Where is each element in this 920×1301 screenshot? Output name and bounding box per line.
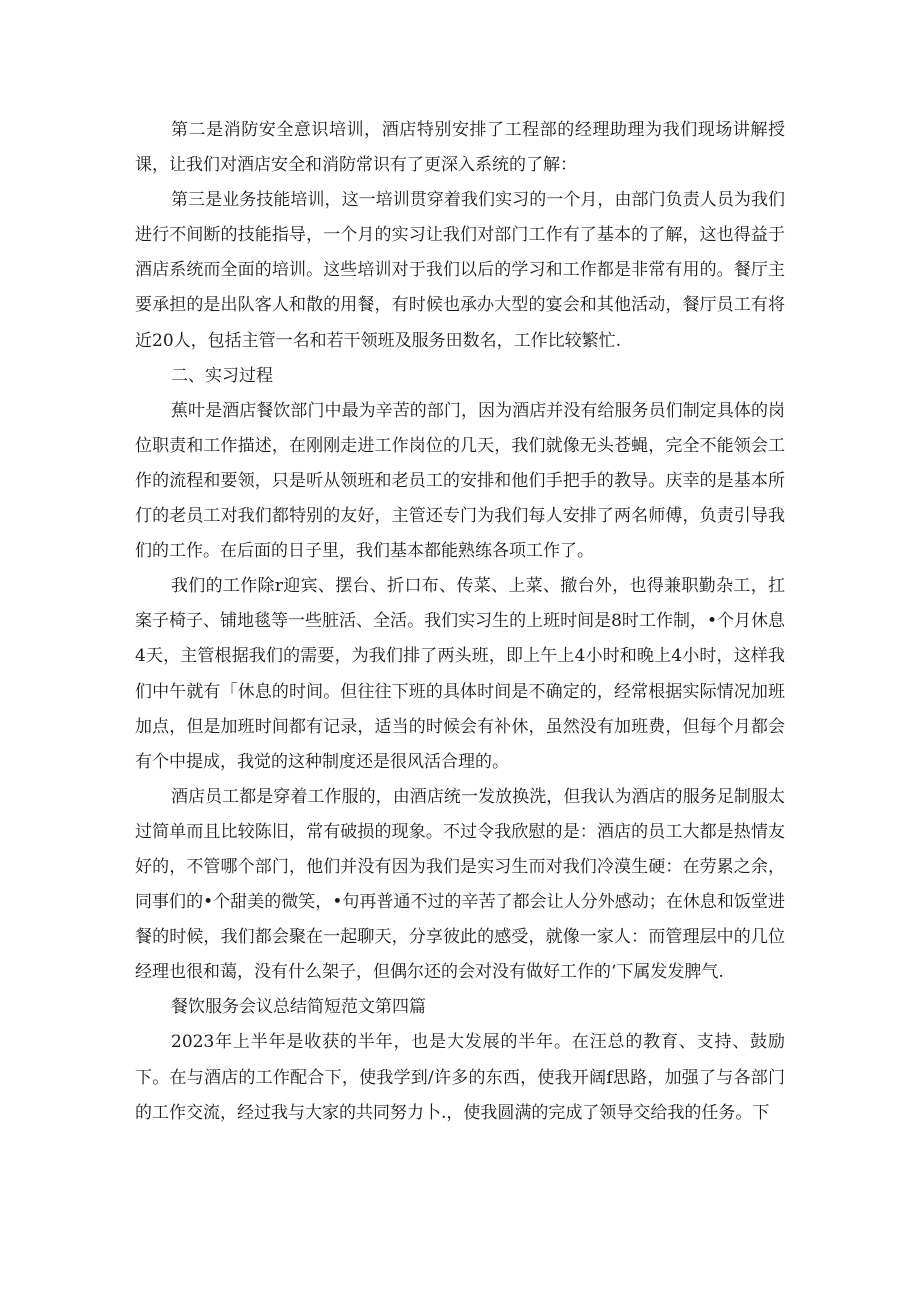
section-heading-internship-process: 二、实习过程 bbox=[171, 365, 273, 386]
paragraph-fire-safety-training: 第二是消防安全意识培训，酒店特别安排了工程部的经理助理为我们现场讲解授课，让我们对酒店安全和消防常识有了更深入系统的了解： bbox=[135, 120, 785, 176]
section-heading-fourth-article: 餐饮服务会议总结简短范文第四篇 bbox=[171, 997, 426, 1018]
document-body bbox=[135, 113, 785, 1131]
paragraph-work-duties: 我们的工作除r迎宾、摆台、折口布、传菜、上菜、撤台外，也得兼职勤杂工，扛案子椅子、铺地毯等一些脏活、全活。我们实习生的上班时间是8时工作制，•个月休息4天，主管根据我们的需要，为我们排了两头班，即上午上4小时和晚上4小时，这样我们中午就有「休息的时间。但往往下班的具体时间是不确定的，经常根据实际情况加班加点，但是加班时间都有记录，适当的时候会有补休，虽然没有加班费，但每个月都会有个中提成，我觉的这种制度还是很风活合理的。 bbox=[135, 576, 785, 772]
paragraph-staff-uniforms: 酒店员工都是穿着工作服的，由酒店统一发放换洗，但我认为酒店的服务足制服太过简单而且比较陈旧，常有破损的现象。不过令我欣慰的是：酒店的员工大都是热情友好的，不管哪个部门，他们并没有因为我们是实习生而对我们冷漠生硬：在劳累之余，同事们的•个甜美的微笑，•句再普通不过的辛苦了都会让人分外感动；在休息和饭堂进餐的时候，我们都会聚在一起聊天，分享彼此的感受，就像一家人：而管理层中的几位经理也很和蔼，没有什么架子，但偶尔还的会对没有做好工作的‘下属发发脾气. bbox=[135, 786, 785, 983]
paragraph-2023-first-half: 2023年上半年是收获的半年，也是大发展的半年。在汪总的教育、支持、鼓励下。在与酒店的工作配合下，使我学到/许多的东西，使我开阔f思路，加强了与各部门的工作交流，经过我与大家的共同努力卜.，使我圆满的完成了领导交给我的任务。下 bbox=[135, 1032, 785, 1123]
paragraph-skills-training: 第三是业务技能培训，这一培训贯穿着我们实习的一个月，由部门负责人员为我们进行不间断的技能指导，一个月的实习让我们对部门工作有了基本的了解，这也得益于酒店系统而全面的培训。这些培训对于我们以后的学习和工作都是非常有用的。餐厅主要承担的是出队客人和散的用餐，有时候也承办大型的宴会和其他活动，餐厅员工有将近20人，包括主管一名和若干领班及服务田数名，工作比较繁忙. bbox=[135, 190, 785, 351]
paragraph-banana-leaf-department: 蕉叶是酒店餐饮部门中最为辛苦的部门，因为酒店并没有给服务员们制定具体的岗位职责和工作描述，在刚刚走进工作岗位的几天，我们就像无头苍蝇，完全不能领会工作的流程和要领，只是听从领班和老员工的安排和他们手把手的教导。庆幸的是基本所仃的老员工对我们都特别的友好，主管还专门为我们每人安排了两名师傅，负责引导我们的工作。在后面的日子里，我们基本都能熟练各项工作了。 bbox=[135, 400, 785, 562]
